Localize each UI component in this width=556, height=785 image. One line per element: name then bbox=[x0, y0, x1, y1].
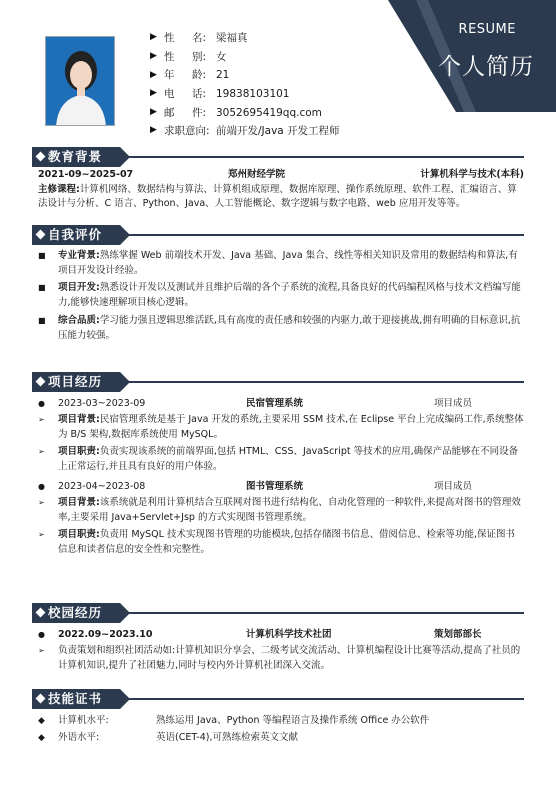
detail-label: 项目职责: bbox=[58, 529, 100, 541]
education-courses bbox=[38, 183, 524, 212]
skills-block bbox=[38, 713, 524, 747]
arrow-bullet-icon: ➢ bbox=[38, 497, 45, 507]
campus-header bbox=[38, 626, 524, 644]
info-value: 21 bbox=[216, 69, 230, 82]
section-header-self-eval bbox=[32, 225, 524, 245]
info-label: 求职意向: bbox=[164, 125, 210, 138]
info-label: 性 别: bbox=[164, 50, 207, 63]
campus-block bbox=[38, 626, 524, 676]
campus-text: 负责策划和组织社团活动如:计算机知识分享会、二级考试交流活动、计算机编程设计比赛等活动,提高了社员的计算机知识,提升了社团魅力,同时与校内外计算机社团深入交流。 bbox=[58, 645, 521, 671]
section-header-campus bbox=[32, 603, 524, 623]
section-title: 自我评价 bbox=[32, 225, 120, 245]
info-label: 电 话: bbox=[164, 87, 207, 100]
arrow-bullet-icon: ➢ bbox=[38, 530, 45, 540]
courses-label: 主修课程: bbox=[38, 183, 80, 195]
education-period: 2021-09~2025-07 bbox=[38, 169, 134, 180]
info-row-age bbox=[150, 66, 340, 85]
self-eval-item bbox=[38, 249, 524, 278]
profile-photo bbox=[45, 36, 115, 126]
item-text: 学习能力强且逻辑思维活跃,具有高度的责任感和较强的内驱力,敢于迎接挑战,拥有明确的目标意识,抗压能力较强。 bbox=[58, 314, 521, 341]
basic-info bbox=[150, 29, 340, 141]
info-row-name bbox=[150, 29, 340, 48]
triangle-icon: ▶ bbox=[150, 106, 157, 117]
detail-label: 项目背景: bbox=[58, 496, 100, 508]
section-header-projects bbox=[32, 372, 524, 392]
campus-detail bbox=[38, 644, 524, 673]
section-title: 校园经历 bbox=[32, 603, 120, 623]
education-block bbox=[38, 168, 524, 212]
square-bullet-icon: ■ bbox=[38, 283, 46, 293]
info-row-email bbox=[150, 103, 340, 122]
campus-role: 策划部部长 bbox=[434, 628, 482, 640]
item-text: 熟练掌握 Web 前端技术开发、Java 基础、Java 集合、线性等相关知识及常用的数据结构和算法,有项目开发设计经验。 bbox=[58, 250, 518, 276]
project-role: 项目成员 bbox=[434, 480, 473, 492]
triangle-icon: ▶ bbox=[150, 69, 157, 80]
info-label: 性 名: bbox=[164, 32, 207, 45]
project-detail bbox=[38, 496, 524, 525]
arrow-bullet-icon: ➢ bbox=[38, 646, 45, 655]
project-role: 项目成员 bbox=[434, 397, 473, 409]
self-eval-block bbox=[38, 249, 524, 346]
section-title: 教育背景 bbox=[32, 147, 120, 167]
info-value: 女 bbox=[216, 50, 227, 63]
info-row-objective bbox=[150, 122, 340, 141]
campus-period: 2022.09~2023.10 bbox=[58, 628, 153, 640]
dot-bullet-icon: ● bbox=[38, 629, 45, 639]
project-name: 图书管理系统 bbox=[246, 480, 304, 492]
arrow-bullet-icon: ➢ bbox=[38, 447, 45, 457]
project-detail bbox=[38, 413, 524, 442]
skill-item bbox=[38, 713, 524, 730]
self-eval-item bbox=[38, 314, 524, 343]
diamond-bullet-icon: ◆ bbox=[38, 715, 45, 726]
resume-en-title: RESUME bbox=[458, 22, 516, 37]
square-bullet-icon: ■ bbox=[38, 315, 46, 325]
skill-desc: 熟练运用 Java、Python 等编程语言及操作系统 Office 办公软件 bbox=[156, 715, 430, 727]
project-period: 2023-03~2023-09 bbox=[58, 397, 146, 409]
detail-text: 该系统就是利用计算机结合互联网对图书进行结构化、自动化管理的一种软件,来提高对图书的管理效率,主要采用 Java+Servlet+Jsp 的方式实现图书管理系统。 bbox=[58, 496, 521, 523]
self-eval-item bbox=[38, 281, 524, 310]
education-row bbox=[38, 168, 524, 183]
skill-desc: 英语(CET-4),可熟练检索英文文献 bbox=[156, 732, 298, 744]
project-period: 2023-04~2023-08 bbox=[58, 480, 146, 492]
item-label: 项目开发: bbox=[58, 282, 100, 294]
portrait-image bbox=[46, 37, 115, 126]
dot-bullet-icon: ● bbox=[38, 398, 45, 408]
info-value: 19838103101 bbox=[216, 87, 290, 100]
detail-label: 项目职责: bbox=[58, 446, 100, 458]
education-major: 计算机科学与技术(本科) bbox=[420, 169, 524, 180]
skill-name: 外语水平: bbox=[58, 732, 100, 744]
info-value: 梁福真 bbox=[216, 32, 248, 45]
projects-block bbox=[38, 395, 524, 561]
section-header-education bbox=[32, 147, 524, 167]
item-label: 专业背景: bbox=[58, 250, 100, 261]
triangle-icon: ▶ bbox=[150, 88, 157, 99]
project-name: 民宿管理系统 bbox=[246, 397, 304, 409]
triangle-icon: ▶ bbox=[150, 50, 157, 61]
info-value: 3052695419qq.com bbox=[216, 106, 322, 119]
item-label: 综合品质: bbox=[58, 314, 100, 326]
detail-text: 负责实现该系统的前端界面,包括 HTML、CSS、JavaScript 等技术的应用,确保产品能够在不同设备上正常运行,并且具有良好的用户体验。 bbox=[58, 446, 519, 473]
section-title: 项目经历 bbox=[32, 372, 120, 392]
detail-label: 项目背景: bbox=[58, 414, 100, 425]
resume-corner-banner bbox=[376, 0, 556, 112]
project-detail bbox=[38, 445, 524, 474]
dot-bullet-icon: ● bbox=[38, 481, 45, 491]
courses-text: 计算机网络、数据结构与算法、计算机组成原理、数据库原理、操作系统原理、软件工程、汇编语言、算法设计与分析、C 语言、Python、Java、人工智能概论、数字逻辑与数字电路、web 应用开发等等。 bbox=[38, 183, 517, 210]
project-detail bbox=[38, 528, 524, 557]
info-label: 年 龄: bbox=[164, 69, 207, 82]
section-header-skills bbox=[32, 689, 524, 709]
campus-org: 计算机科学技术社团 bbox=[246, 628, 332, 640]
skill-item bbox=[38, 730, 524, 747]
triangle-icon: ▶ bbox=[150, 125, 157, 136]
info-label: 邮 件: bbox=[164, 106, 207, 119]
education-school: 郑州财经学院 bbox=[228, 169, 286, 180]
resume-cn-title: 个人简历 bbox=[438, 54, 534, 80]
triangle-icon: ▶ bbox=[150, 32, 157, 43]
square-bullet-icon: ■ bbox=[38, 251, 46, 260]
info-row-gender bbox=[150, 48, 340, 67]
diamond-bullet-icon: ◆ bbox=[38, 732, 45, 743]
project-header bbox=[38, 395, 524, 413]
skill-name: 计算机水平: bbox=[58, 715, 109, 727]
project-header bbox=[38, 478, 524, 496]
info-row-phone bbox=[150, 85, 340, 104]
detail-text: 民宿管理系统是基于 Java 开发的系统,主要采用 SSM 技术,在 Eclipse 平台上完成编码工作,系统整体为 B/S 架构,数据库系统使用 MySQL。 bbox=[58, 414, 524, 440]
section-title: 技能证书 bbox=[32, 689, 120, 709]
info-value: 前端开发/Java 开发工程师 bbox=[216, 125, 340, 138]
item-text: 熟悉设计开发以及测试并且维护后端的各个子系统的流程,具备良好的代码编程风格与技术文档编写能力,能够快速理解项目核心逻辑。 bbox=[58, 282, 521, 309]
detail-text: 负责用 MySQL 技术实现图书管理的功能模块,包括存储图书信息、借阅信息、检索等功能,保证图书信息和读者信息的安全性和完整性。 bbox=[58, 529, 516, 556]
arrow-bullet-icon: ➢ bbox=[38, 415, 45, 424]
